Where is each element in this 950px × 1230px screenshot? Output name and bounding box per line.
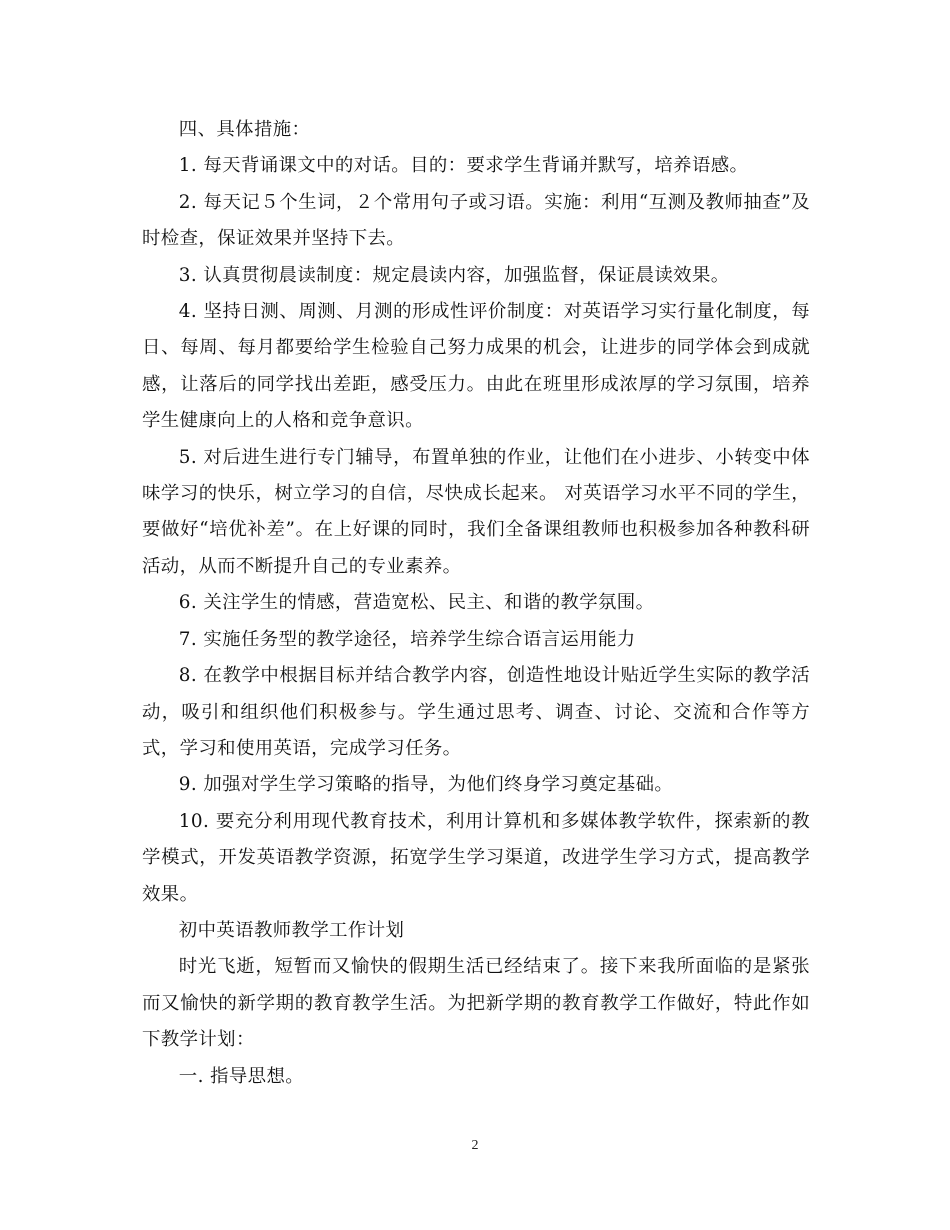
section-heading-measures: 四、具体措施： xyxy=(178,119,311,140)
page-number: 2 xyxy=(471,1138,479,1153)
measure-item-8: 8. 在教学中根据目标并结合教学内容，创造性地设计贴近学生实际的教学活动，吸引和组织他们积极参与。学生通过思考、调查、讨论、交流和合作等方式，学习和使用英语，完成学习任务。 xyxy=(142,665,810,759)
measure-item-10: 10. 要充分利用现代教育技术，利用计算机和多媒体教学软件，探索新的教学模式，开发英语教学资源，拓宽学生学习渠道，改进学生学习方式，提高教学效果。 xyxy=(142,810,810,905)
plan-title: 初中英语教师教学工作计划 xyxy=(178,919,405,941)
measure-item-9: 9. 加强对学生学习策略的指导，为他们终身学习奠定基础。 xyxy=(178,774,674,796)
measure-item-7: 7. 实施任务型的教学途径，培养学生综合语言运用能力 xyxy=(178,628,636,650)
measure-item-3: 3. 认真贯彻晨读制度：规定晨读内容，加强监督，保证晨读效果。 xyxy=(178,264,730,286)
measure-item-4: 4. 坚持日测、周测、月测的形成性评价制度：对英语学习实行量化制度，每日、每周、每月都要给学生检验自己努力成果的机会，让进步的同学体会到成就感，让落后的同学找出差距，感受压力。由此在班里形成浓厚的学习氛围，培养学生健康向上的人格和竞争意识。 xyxy=(142,301,810,432)
measure-item-5: 5. 对后进生进行专门辅导，布置单独的作业，让他们在小进步、小转变中体味学习的快乐，树立学习的自信，尽快成长起来。 对英语学习水平不同的学生，要做好“培优补差”。在上好课的同时，我们全备课组教师也积极参加各种教科研活动，从而不断提升自己的专业素养。 xyxy=(142,446,810,577)
section-heading-guiding-thought: 一. 指导思想。 xyxy=(178,1065,305,1087)
measure-item-2: 2. 每天记５个生词，２个常用句子或习语。实施：利用“互测及教师抽查”及时检查，保证效果并坚持下去。 xyxy=(142,191,810,250)
measure-item-1: 1. 每天背诵课文中的对话。目的：要求学生背诵并默写，培养语感。 xyxy=(178,155,749,177)
document-body xyxy=(142,112,810,1095)
measure-item-6: 6. 关注学生的情感，营造宽松、民主、和谐的教学氛围。 xyxy=(178,592,655,614)
plan-intro: 时光飞逝，短暂而又愉快的假期生活已经结束了。接下来我所面临的是紧张而又愉快的新学期的教育教学生活。为把新学期的教育教学工作做好，特此作如下教学计划： xyxy=(142,956,810,1051)
